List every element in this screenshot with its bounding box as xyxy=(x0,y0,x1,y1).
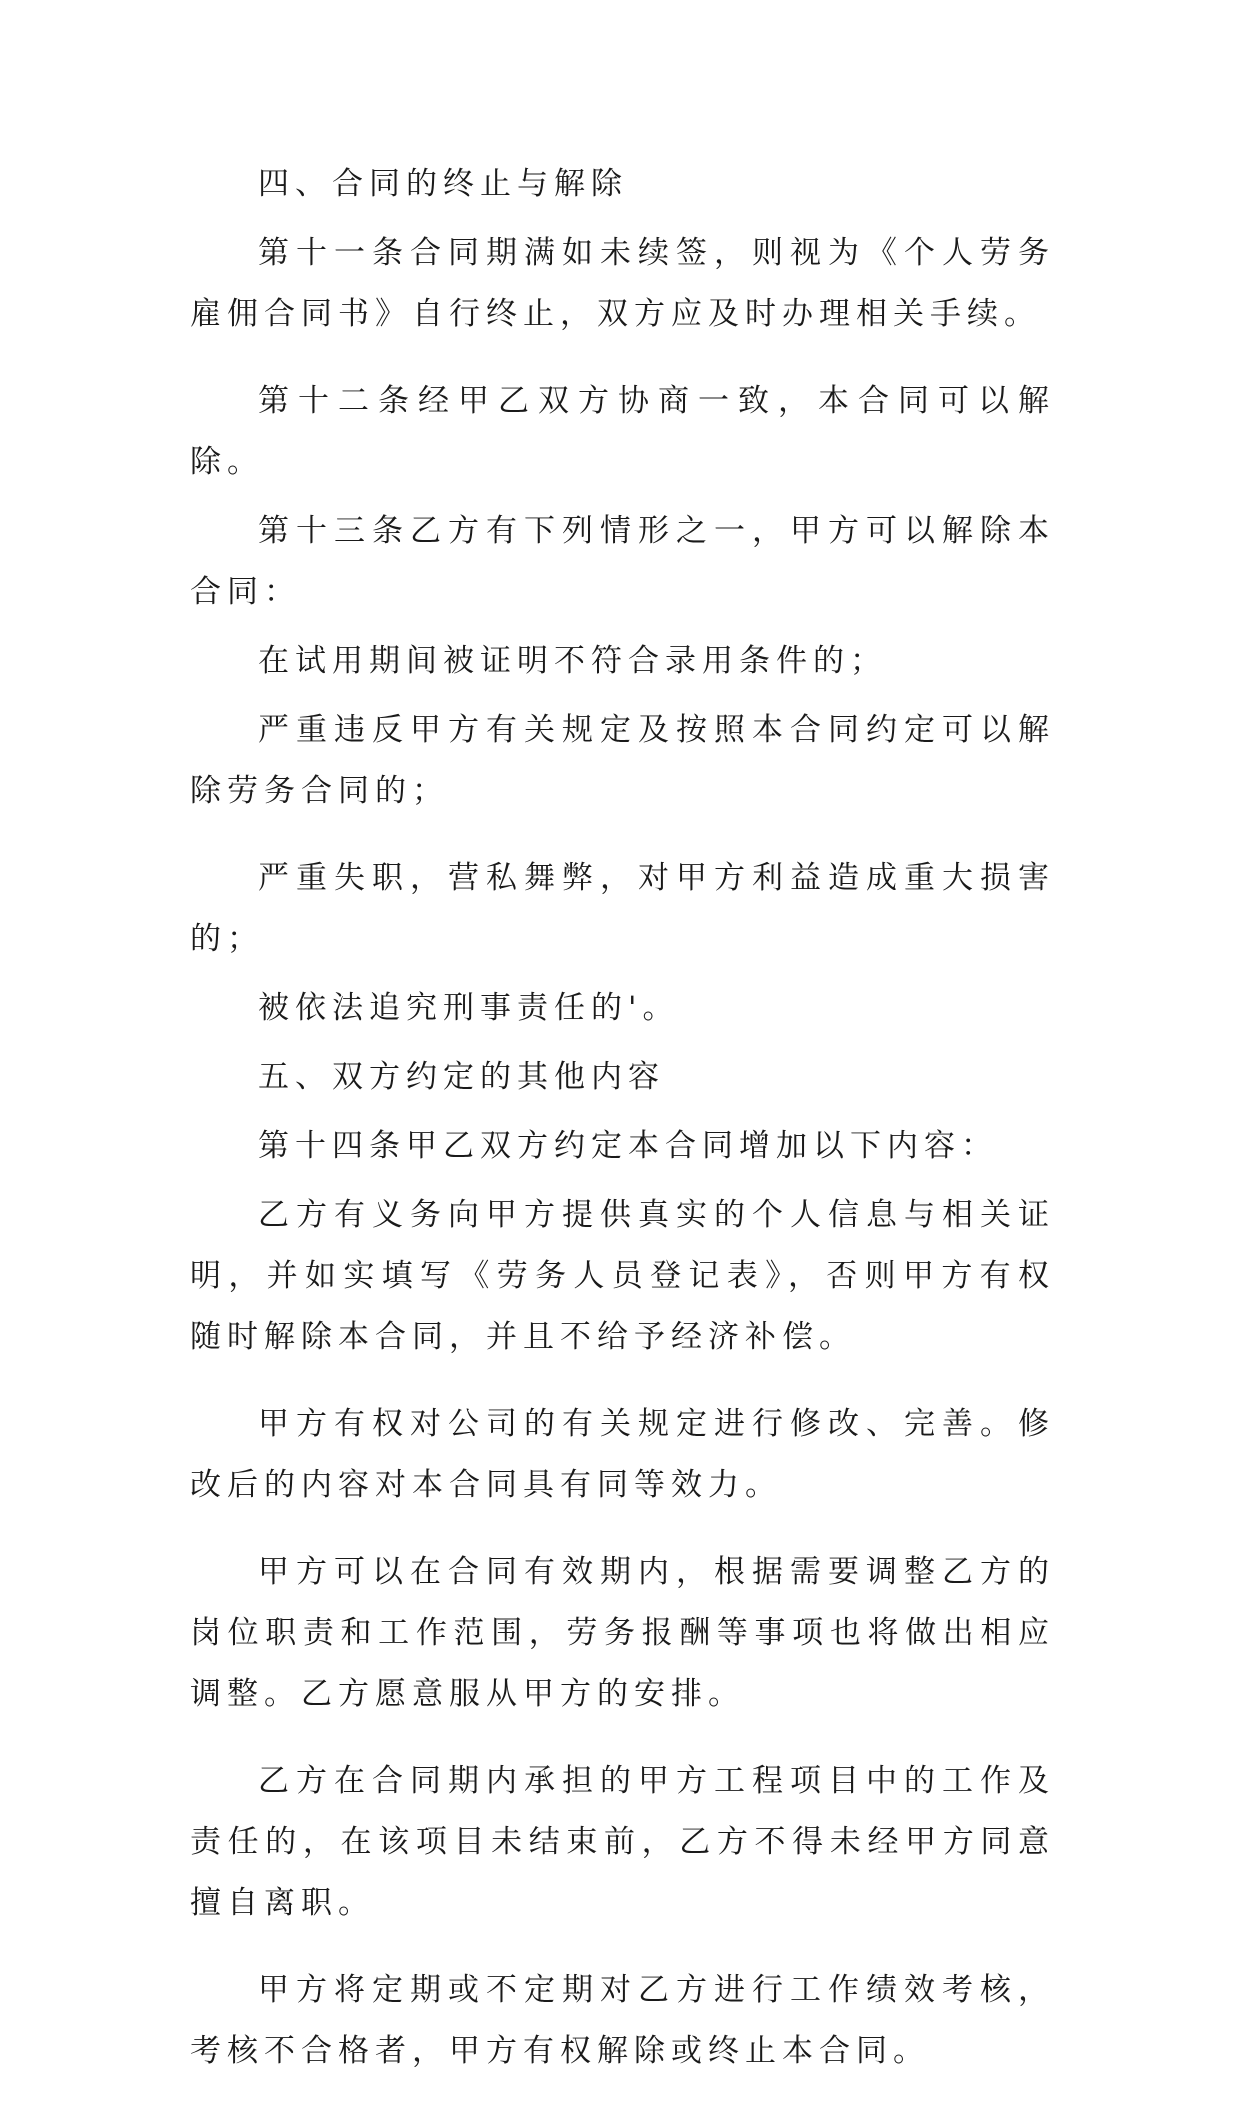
article-14-item-3: 甲方可以在合同有效期内，根据需要调整乙方的岗位职责和工作范围，劳务报酬等事项也将做出相应调整。乙方愿意服从甲方的安排。 xyxy=(190,1554,1055,1712)
article-14-item-2: 甲方有权对公司的有关规定进行修改、完善。修改后的内容对本合同具有同等效力。 xyxy=(190,1406,1055,1503)
article-14-item-5: 甲方将定期或不定期对乙方进行工作绩效考核，考核不合格者，甲方有权解除或终止本合同。 xyxy=(190,1972,1055,2069)
article-12: 第十二条经甲乙双方协商一致，本合同可以解除。 xyxy=(190,383,1055,480)
section-heading-termination: 四、合同的终止与解除 xyxy=(258,166,628,202)
article-13-item-1: 在试用期间被证明不符合录用条件的； xyxy=(258,643,887,679)
article-14-item-1: 乙方有义务向甲方提供真实的个人信息与相关证明，并如实填写《劳务人员登记表》，否则甲方有权随时解除本合同，并且不给予经济补偿。 xyxy=(190,1197,1055,1355)
document-body xyxy=(190,154,1055,2108)
article-14: 第十四条甲乙双方约定本合同增加以下内容： xyxy=(258,1128,998,1164)
article-11: 第十一条合同期满如未续签，则视为《个人劳务雇佣合同书》自行终止，双方应及时办理相关手续。 xyxy=(190,235,1055,332)
article-13-item-3: 严重失职，营私舞弊，对甲方利益造成重大损害的； xyxy=(190,860,1055,957)
article-13-item-4: 被依法追究刑事责任的'。 xyxy=(258,990,680,1026)
article-13: 第十三条乙方有下列情形之一，甲方可以解除本合同： xyxy=(190,513,1055,610)
article-14-item-4: 乙方在合同期内承担的甲方工程项目中的工作及责任的，在该项目未结束前，乙方不得未经甲方同意擅自离职。 xyxy=(190,1763,1055,1921)
section-heading-other-terms: 五、双方约定的其他内容 xyxy=(258,1059,665,1095)
article-13-item-2: 严重违反甲方有关规定及按照本合同约定可以解除劳务合同的； xyxy=(190,712,1055,809)
